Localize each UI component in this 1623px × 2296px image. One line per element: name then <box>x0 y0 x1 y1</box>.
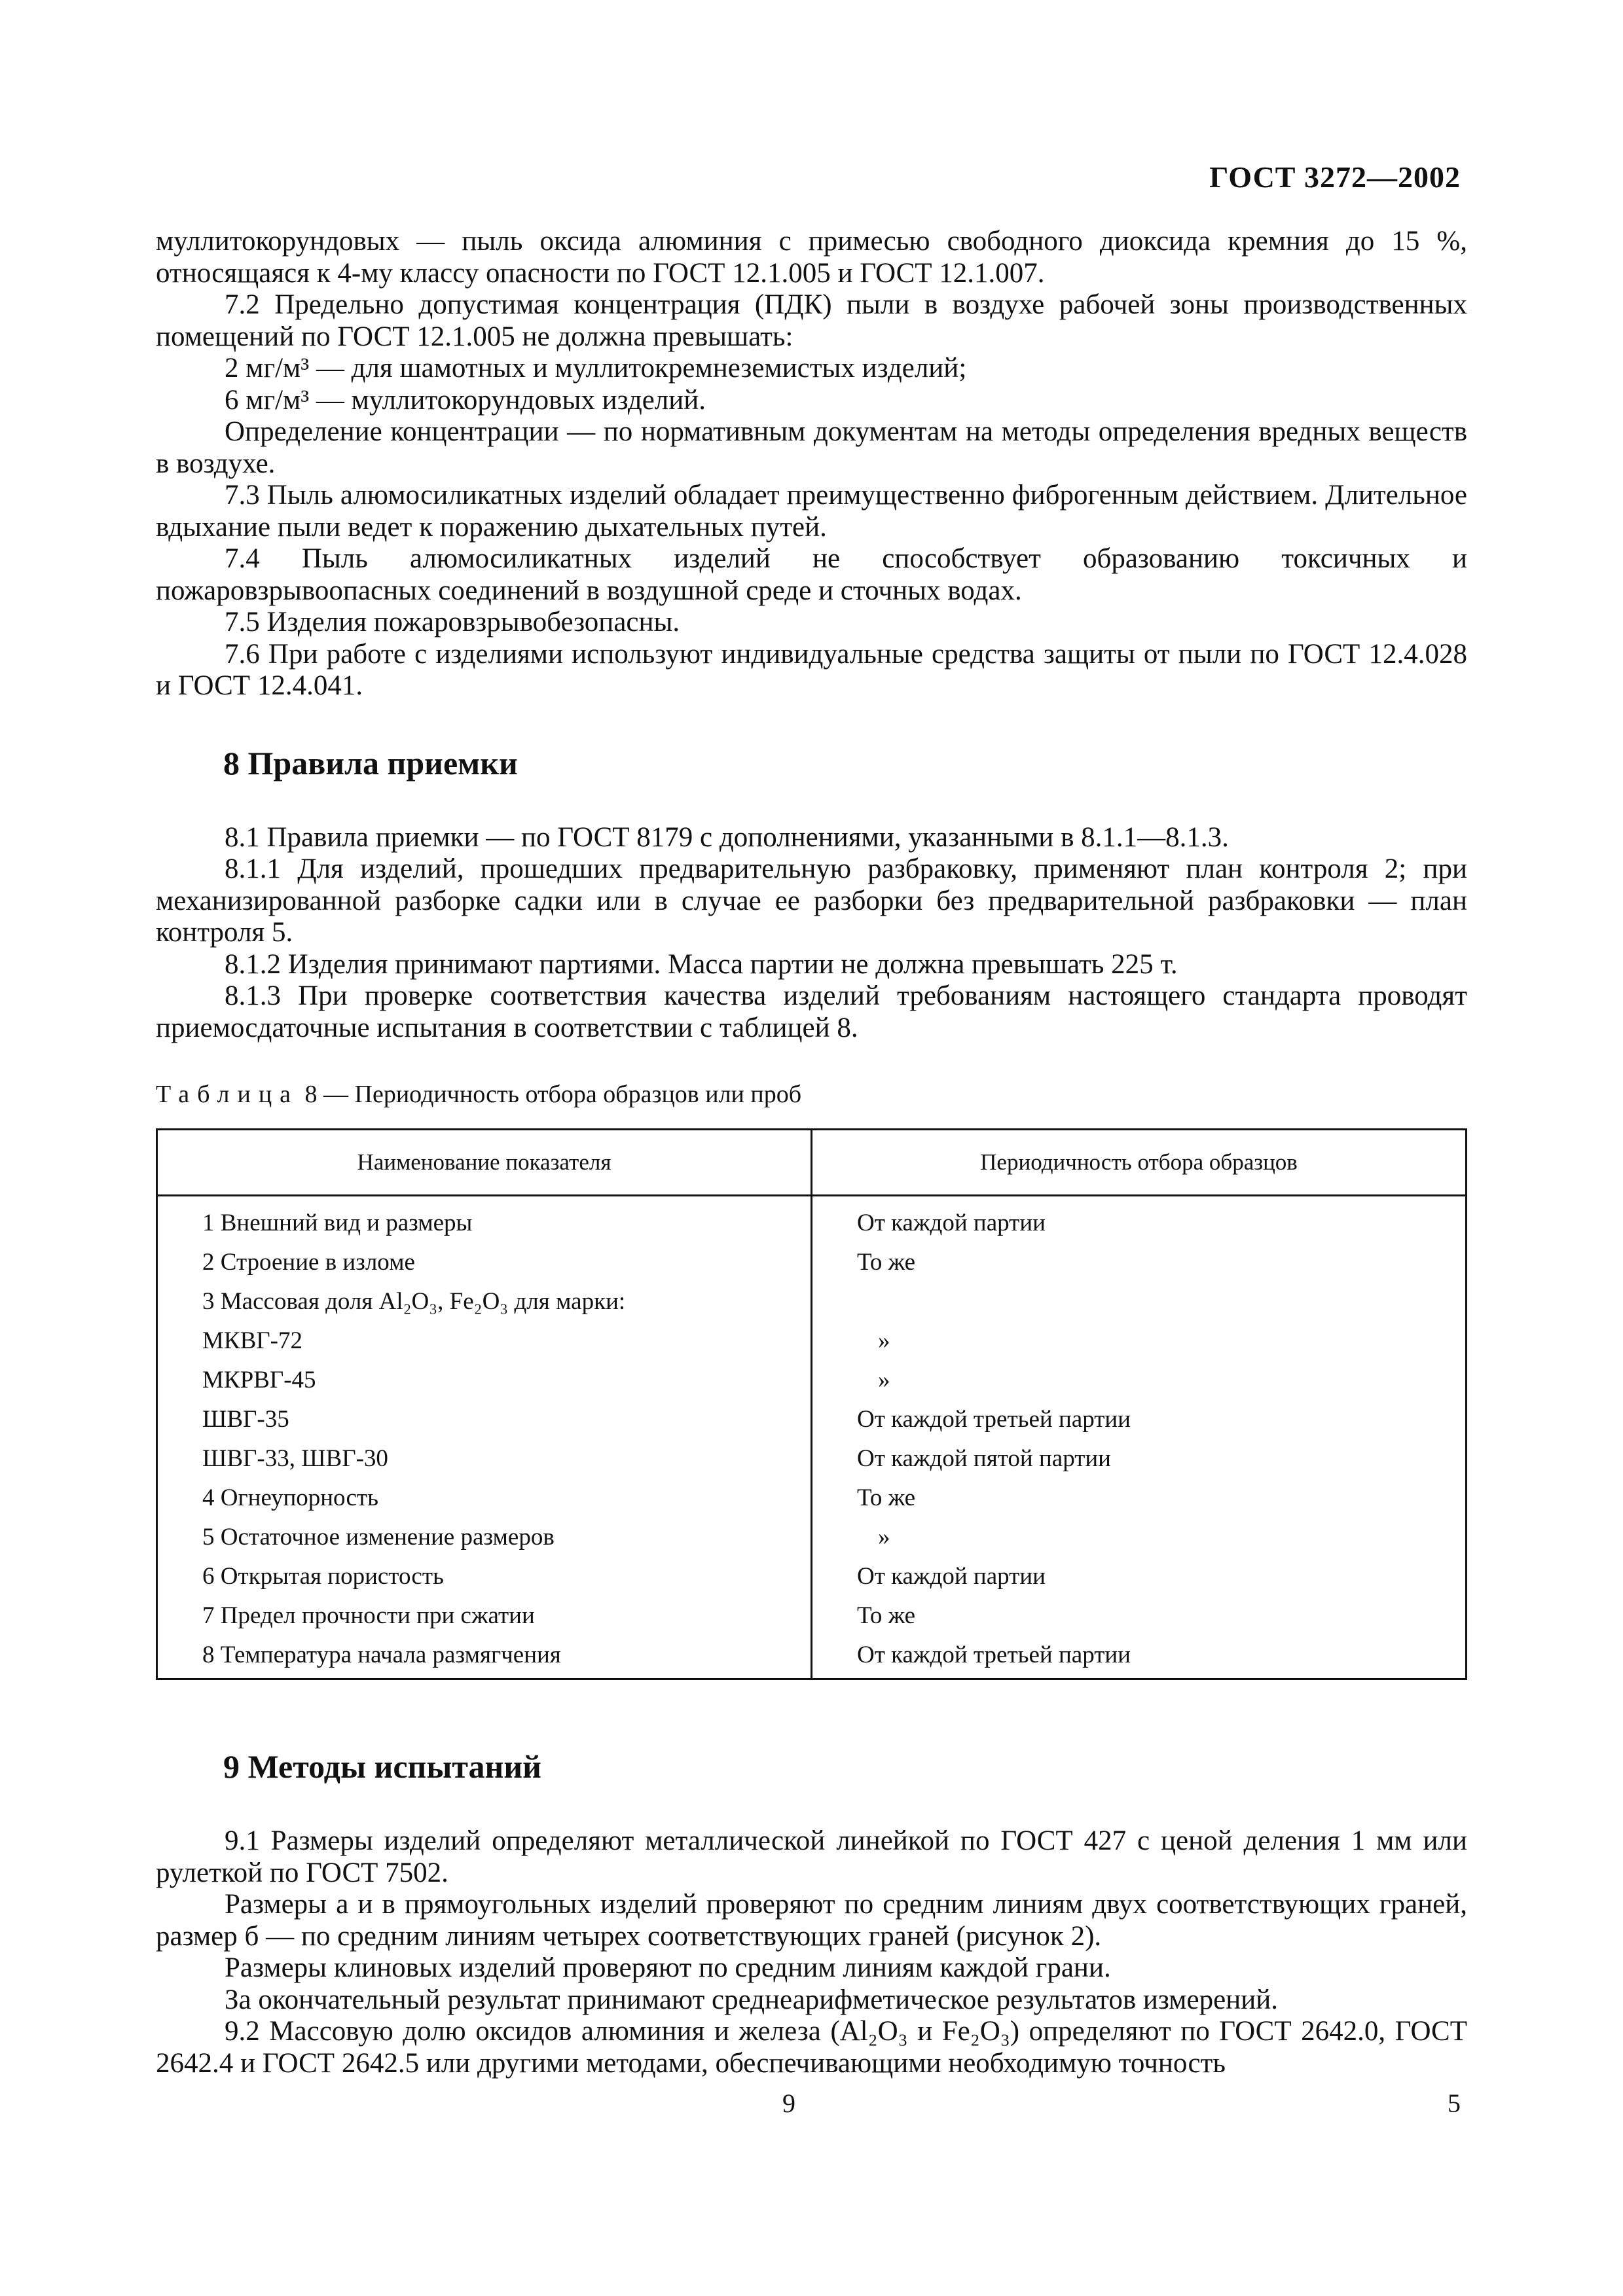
table-cell: 2 Строение в изломе <box>157 1242 812 1282</box>
table-row <box>157 1556 1467 1596</box>
table-cell: МКРВГ-45 <box>157 1360 812 1399</box>
table-cell: 4 Огнеупорность <box>157 1478 812 1517</box>
table-caption-label: Таблица <box>156 1081 299 1108</box>
page-number-center: 9 <box>782 2089 795 2118</box>
table-8 <box>156 1128 1467 1680</box>
table-row <box>157 1399 1467 1439</box>
table-cell: 3 Массовая доля Al₂O₃, Fe₂O₃ для марки: <box>157 1282 812 1321</box>
table-cell <box>812 1282 1467 1321</box>
table-row <box>157 1478 1467 1517</box>
table-row <box>157 1360 1467 1399</box>
paragraph: За окончательный результат принимают среднеарифметическое результатов измерений. <box>225 1984 1278 2015</box>
paragraph: 7.3 Пыль алюмосиликатных изделий обладает преимущественно фиброгенным действием. Длительное вдыхание пыли ведет к поражению дыхательных путей. <box>156 480 1467 543</box>
section-heading-9: 9 Методы испытаний <box>223 1748 541 1785</box>
table-row <box>157 1242 1467 1282</box>
table-cell: МКВГ-72 <box>157 1321 812 1360</box>
paragraph: 9.2 Массовую долю оксидов алюминия и железа (Al₂O₃ и Fe₂O₃) определяют по ГОСТ 2642.0, ГОСТ 2642.4 и ГОСТ 2642.5 или другими методами, обеспечивающими необходимую точность <box>156 2016 1467 2079</box>
table-row <box>157 1517 1467 1556</box>
column-header: Наименование показателя <box>157 1130 812 1196</box>
paragraph: 2 мг/м³ — для шамотных и муллитокремнеземистых изделий; <box>225 353 967 384</box>
table-row <box>157 1196 1467 1243</box>
paragraph: 8.1.2 Изделия принимают партиями. Масса партии не должна превышать 225 т. <box>225 948 1178 980</box>
paragraph: 7.4 Пыль алюмосиликатных изделий не способствует образованию токсичных и пожаровзрывоопасных соединений в воздушной среде и сточных водах. <box>156 543 1467 606</box>
paragraph: 7.6 При работе с изделиями используют индивидуальные средства защиты от пыли по ГОСТ 12.4.028 и ГОСТ 12.4.041. <box>156 638 1467 701</box>
paragraph: Размеры клиновых изделий проверяют по средним линиям каждой грани. <box>225 1952 1111 1983</box>
table-row <box>157 1596 1467 1635</box>
table-cell: То же <box>857 1248 916 1276</box>
table-cell: 6 Открытая пористость <box>157 1556 812 1596</box>
table-row <box>157 1282 1467 1321</box>
table-cell: От каждой третьей партии <box>857 1641 1131 1668</box>
table-row <box>157 1321 1467 1360</box>
table-cell: ШВГ-35 <box>157 1399 812 1439</box>
document-code: ГОСТ 3272—2002 <box>1209 160 1461 194</box>
paragraph: 7.2 Предельно допустимая концентрация (ПДК) пыли в воздухе рабочей зоны производственных помещений по ГОСТ 12.1.005 не должна превышать: <box>156 289 1467 352</box>
paragraph: 6 мг/м³ — муллитокорундовых изделий. <box>225 384 706 416</box>
table-caption <box>156 1080 1467 1109</box>
section-heading-8: 8 Правила приемки <box>223 744 518 781</box>
column-header: Периодичность отбора образцов <box>812 1130 1467 1196</box>
table-cell: » <box>878 1327 890 1354</box>
paragraph: 8.1.1 Для изделий, прошедших предварительную разбраковку, применяют план контроля 2; при механизированной разборке садки или в случае ее разборки без предварительной разбраковки — план контроля 5. <box>156 853 1467 948</box>
paragraph: Размеры а и в прямоугольных изделий проверяют по средним линиям двух соответствующих граней, размер б — по средним линиям четырех соответствующих граней (рисунок 2). <box>156 1889 1467 1952</box>
table-cell: » <box>878 1366 890 1393</box>
table-cell: То же <box>857 1602 916 1629</box>
table-caption-title: 8 — Периодичность отбора образцов или проб <box>299 1081 802 1108</box>
page-content <box>156 226 1467 2079</box>
page-number-right: 5 <box>1448 2089 1461 2118</box>
table-cell: ШВГ-33, ШВГ-30 <box>157 1439 812 1478</box>
table-header-row <box>157 1130 1467 1196</box>
paragraph: 8.1 Правила приемки — по ГОСТ 8179 с дополнениями, указанными в 8.1.1—8.1.3. <box>225 821 1229 853</box>
table-cell: 8 Температура начала размягчения <box>157 1635 812 1679</box>
table-cell: От каждой партии <box>857 1562 1046 1590</box>
paragraph: муллитокорундовых — пыль оксида алюминия с примесью свободного диоксида кремния до 15 %, относящаяся к 4-му классу опасности по ГОСТ 12.1.005 и ГОСТ 12.1.007. <box>156 226 1467 289</box>
paragraph: 9.1 Размеры изделий определяют металлической линейкой по ГОСТ 427 с ценой деления 1 мм или рулеткой по ГОСТ 7502. <box>156 1825 1467 1888</box>
table-cell: » <box>878 1523 890 1551</box>
table-cell: 7 Предел прочности при сжатии <box>157 1596 812 1635</box>
table-cell: То же <box>857 1484 916 1511</box>
paragraph: Определение концентрации — по нормативным документам на методы определения вредных веществ в воздухе. <box>156 416 1467 479</box>
table-row <box>157 1635 1467 1679</box>
table-cell: От каждой партии <box>857 1209 1046 1236</box>
table-cell: От каждой третьей партии <box>857 1405 1131 1433</box>
table-cell: От каждой пятой партии <box>857 1444 1111 1472</box>
table-row <box>157 1439 1467 1478</box>
paragraph: 8.1.3 При проверке соответствия качества изделий требованиям настоящего стандарта проводят приемосдаточные испытания в соответствии с таблицей 8. <box>156 980 1467 1043</box>
paragraph: 7.5 Изделия пожаровзрывобезопасны. <box>225 607 680 637</box>
table-cell: 5 Остаточное изменение размеров <box>157 1517 812 1556</box>
table-cell: 1 Внешний вид и размеры <box>157 1196 812 1243</box>
